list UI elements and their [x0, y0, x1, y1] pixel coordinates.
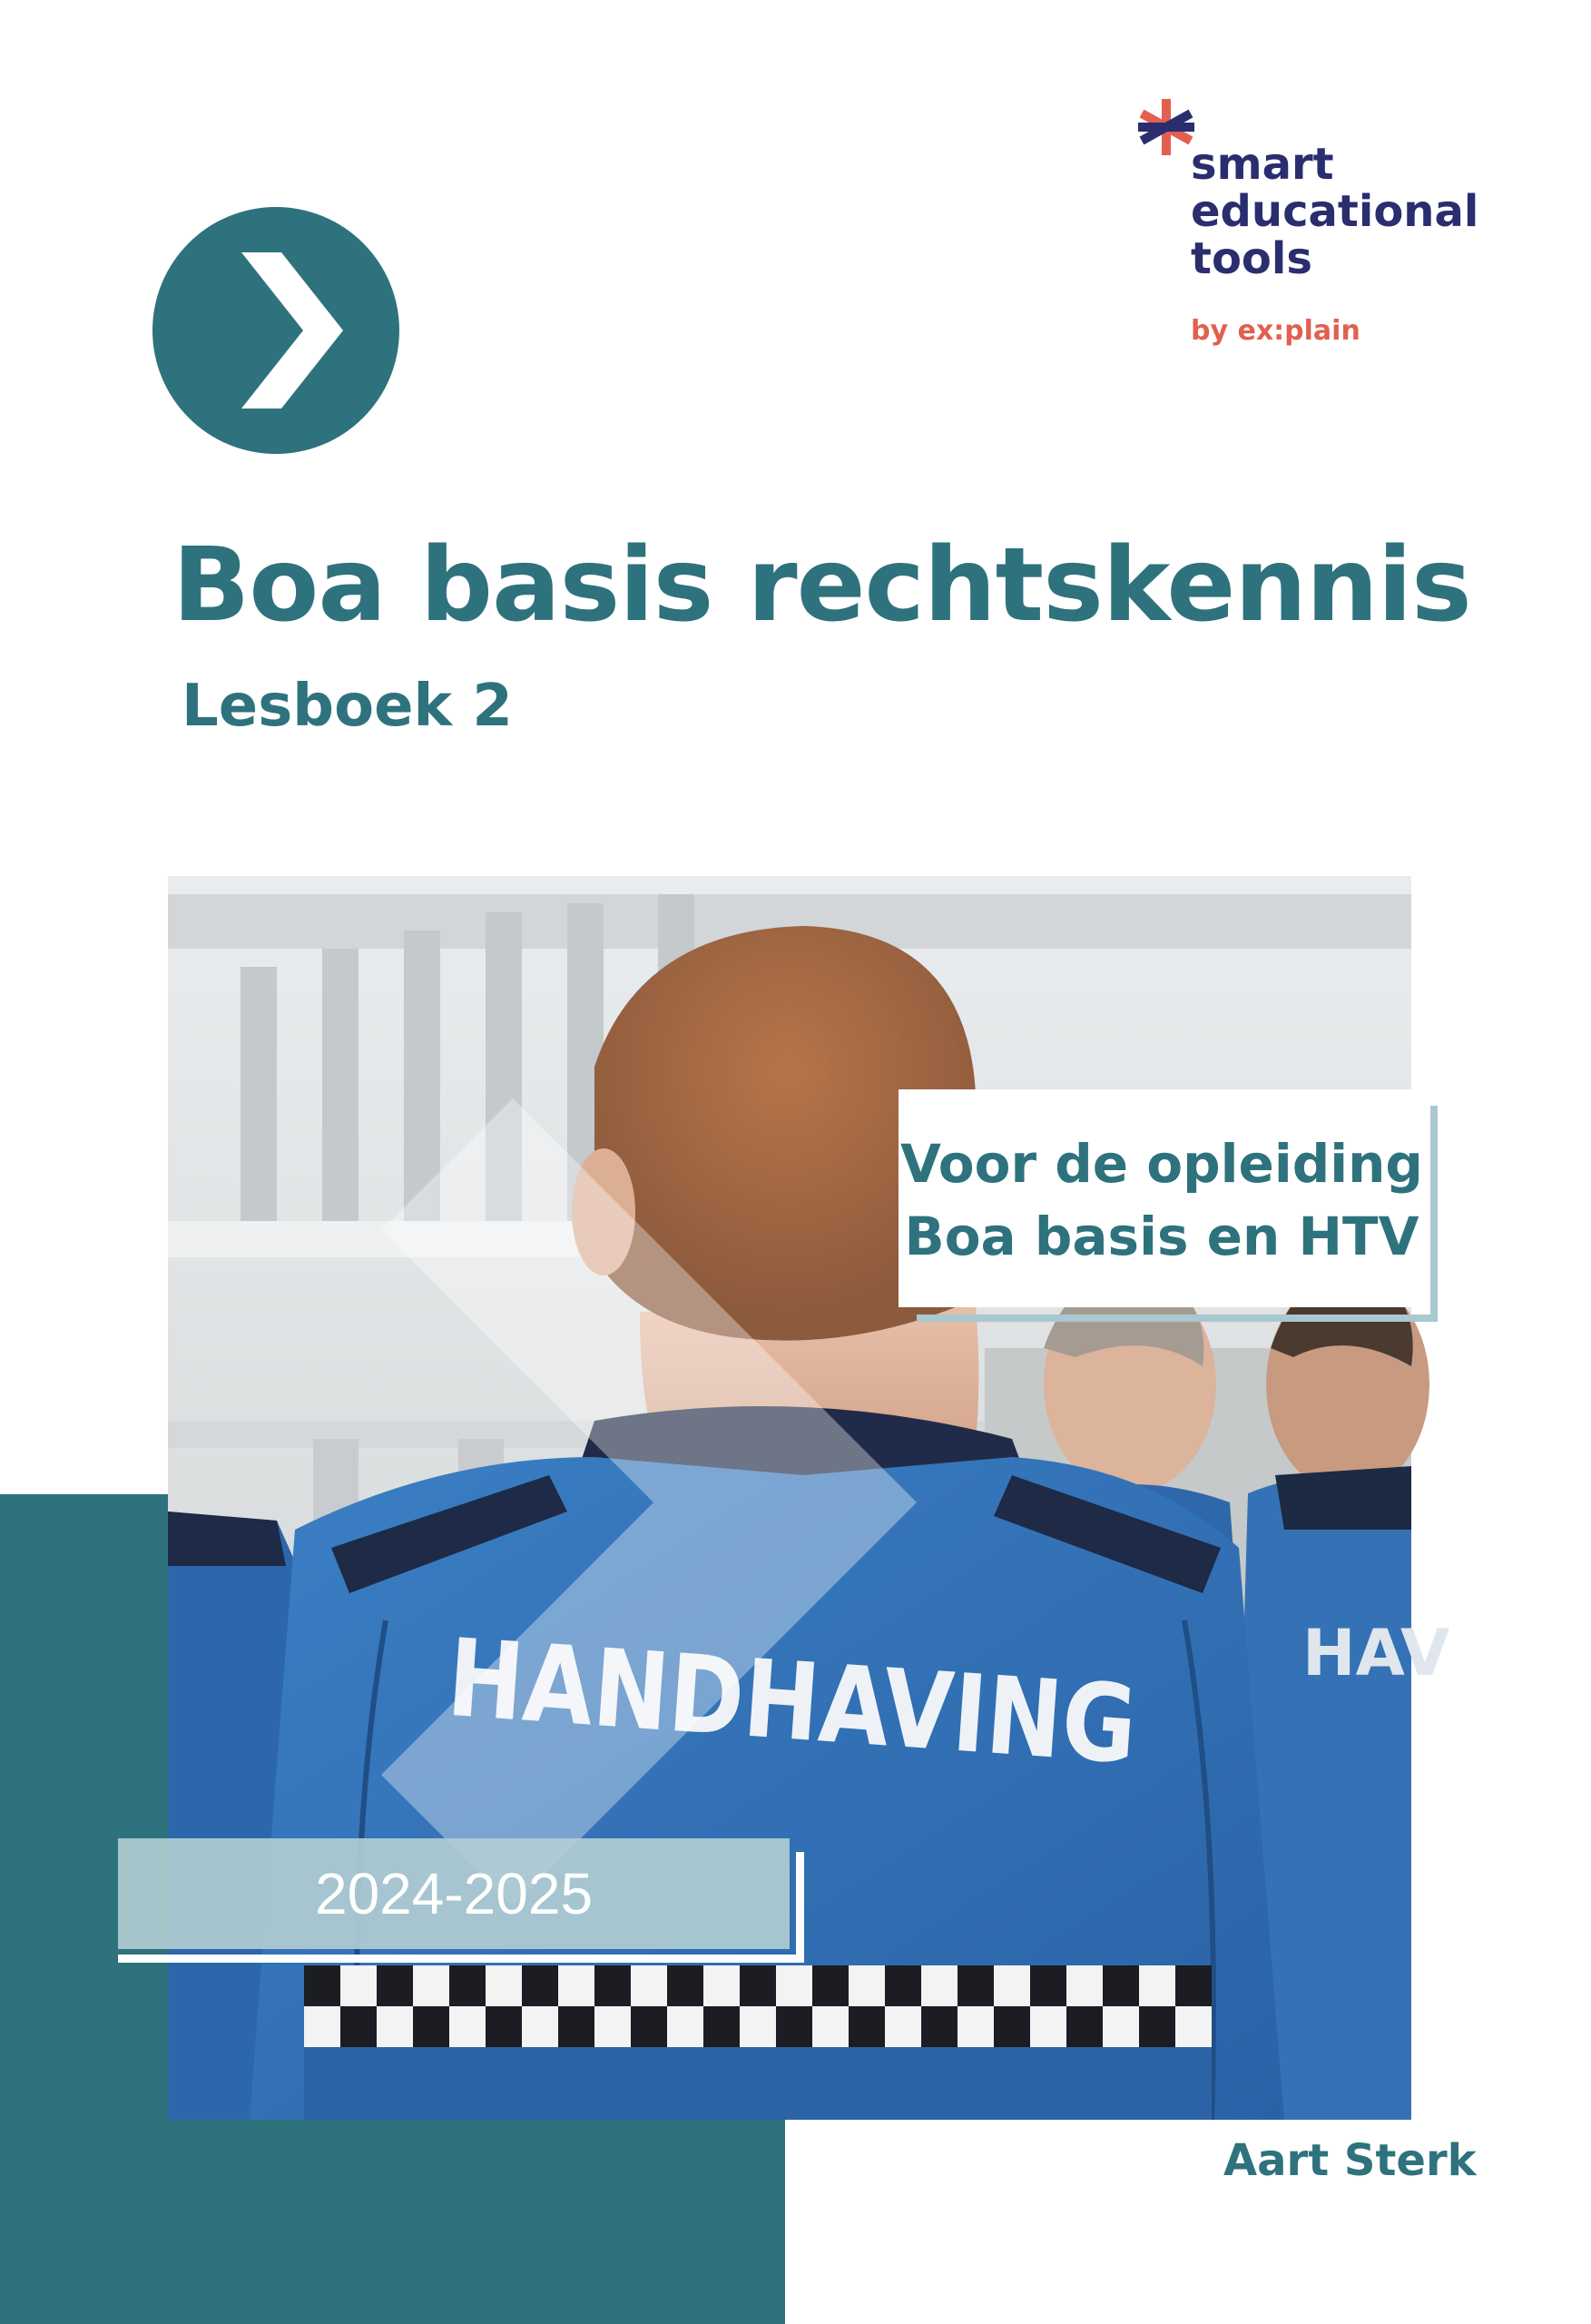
author-name: Aart Sterk: [1223, 2135, 1477, 2186]
program-box: [899, 1089, 1425, 1307]
side-jacket-text: HAV: [1302, 1616, 1450, 1690]
chevron-right-icon: [152, 207, 399, 454]
program-text-line2: Boa basis en HTV: [904, 1206, 1419, 1267]
logo-text-tools: tools: [1191, 233, 1312, 284]
book-subtitle: Lesboek 2: [182, 673, 513, 740]
school-year: 2024-2025: [314, 1861, 594, 1926]
asterisk-logo-icon: [1134, 95, 1198, 159]
program-text-line1: Voor de opleiding: [900, 1133, 1423, 1195]
logo-byline: by ex:plain: [1191, 315, 1360, 347]
arrow-badge: [152, 207, 399, 454]
jacket-lettering: HANDHAVING: [443, 1614, 1268, 1797]
logo-text-educational: educational: [1191, 186, 1479, 237]
publisher-logo: [1134, 95, 1516, 347]
book-title: Boa basis rechtskennis: [172, 527, 1471, 645]
logo-text-smart: smart: [1191, 139, 1334, 190]
